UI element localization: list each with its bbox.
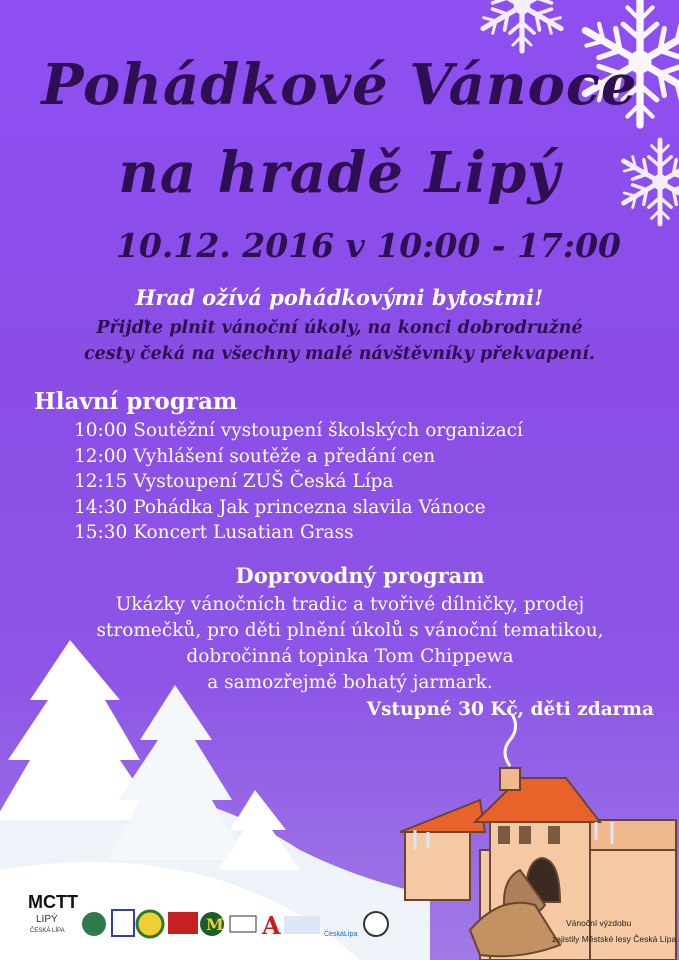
mctt-logo-sub: LIPÝ [36,914,58,925]
program-item: 12:15 Vystoupení ZUŠ Česká Lípa [74,471,394,492]
seal-logo-icon [364,912,388,936]
program-item: 14:30 Pohádka Jak princezna slavila Vánoce [74,496,486,518]
metur-logo-icon [230,916,256,932]
m-emblem-letter: M [206,915,224,934]
decoration-credit-line2: zajistily Městské lesy Česká Lípa [552,934,677,944]
admission-price: Vstupné 30 Kč, děti zdarma [366,699,654,720]
red-logo-icon [168,912,198,934]
program-item: 10:00 Soutěžní vystoupení školských organizací [74,420,523,441]
school-logo-icon [112,910,134,936]
sponsor-logos [26,882,406,944]
side-program-line: dobročinná topinka Tom Chippewa [186,646,514,667]
program-item: 12:00 Vyhlášení soutěže a předání cen [74,445,436,467]
side-program-line: Ukázky vánočních tradic a tvořivé dílničky, prodej [115,594,585,615]
lead-headline: Hrad ožívá pohádkovými bytostmi! [135,285,544,310]
side-program-heading: Doprovodný program [235,563,485,588]
mctt-logo [28,892,78,934]
decoration-credit-line1: Vánoční výzdobu [566,918,632,928]
side-program-text [0,594,679,698]
poster-title-line2: na hradě Lipý [118,140,561,206]
mctt-logo-city: ČESKÁ LÍPA [30,928,65,934]
side-program-line: stromečků, pro děti plnění úkolů s vánoční tematikou, [96,620,604,641]
ceska-lipa-logo: ČeskáLípa [324,931,358,938]
badge-logo-icon [137,911,163,937]
main-program-heading: Hlavní program [34,388,238,415]
main-program-list [74,420,523,548]
program-item: 15:30 Koncert Lusatian Grass [74,522,354,543]
snowflake-top [477,0,567,51]
event-date: 10.12. 2016 v 10:00 - 17:00 [115,226,621,265]
lead-text-line1: Přijďte plnit vánoční úkoly, na konci dobrodružné [96,318,583,338]
forest-logo-icon [81,911,107,937]
poster-title-line1: Pohádkové Vánoce [41,52,638,118]
side-program-line: a samozřejmě bohatý jarmark. [207,672,493,693]
a-logo-letter: A [262,911,281,940]
mctt-logo-text: MCTT [28,892,78,912]
lead-text-line2: cesty čeká na všechny malé návštěvníky překvapení. [83,344,596,364]
bird-logo-icon [284,916,320,934]
